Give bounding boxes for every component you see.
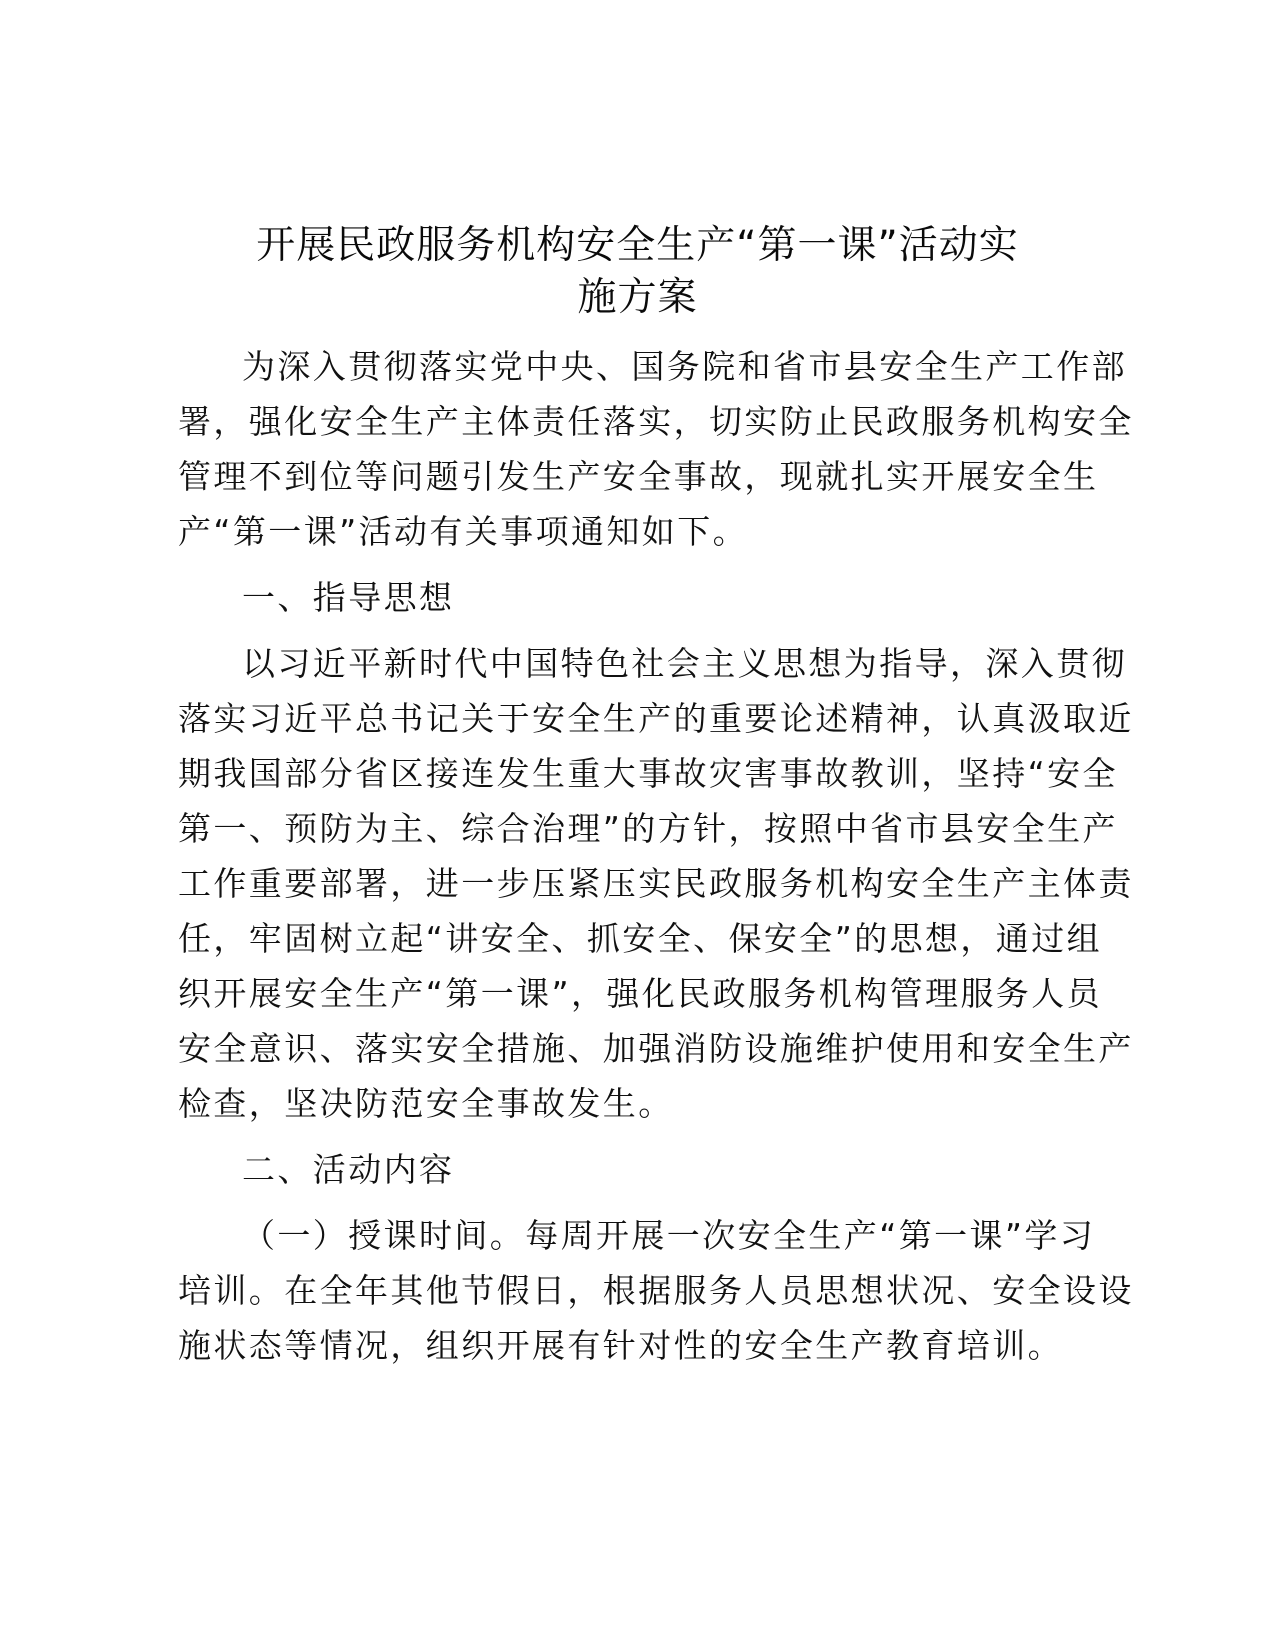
guiding-paragraph-line: 期我国部分省区接连发生重大事故灾害事故教训，坚持“安全 xyxy=(178,754,1118,793)
guiding-paragraph-line: 织开展安全生产“第一课”，强化民政服务机构管理服务人员 xyxy=(178,974,1102,1013)
section-heading-guiding-ideology: 一、指导思想 xyxy=(242,578,455,617)
document-title-line-2: 施方案 xyxy=(577,275,698,320)
intro-paragraph-line: 管理不到位等问题引发生产安全事故，现就扎实开展安全生 xyxy=(178,457,1099,496)
subsection-paragraph-line: 施状态等情况，组织开展有针对性的安全生产教育培训。 xyxy=(178,1326,1063,1365)
guiding-paragraph-line: 工作重要部署，进一步压紧压实民政服务机构安全生产主体责 xyxy=(178,864,1134,903)
intro-paragraph-line: 为深入贯彻落实党中央、国务院和省市县安全生产工作部 xyxy=(242,347,1127,386)
guiding-paragraph-line: 以习近平新时代中国特色社会主义思想为指导，深入贯彻 xyxy=(242,644,1127,683)
subsection-paragraph-line: 培训。在全年其他节假日，根据服务人员思想状况、安全设设 xyxy=(178,1271,1134,1310)
guiding-paragraph-line: 第一、预防为主、综合治理”的方针，按照中省市县安全生产 xyxy=(178,809,1118,848)
document-title-line-1: 开展民政服务机构安全生产“第一课”活动实 xyxy=(256,223,1019,268)
guiding-paragraph-line: 检查，坚决防范安全事故发生。 xyxy=(178,1084,674,1123)
guiding-paragraph-line: 任，牢固树立起“讲安全、抓安全、保安全”的思想，通过组 xyxy=(178,919,1102,958)
section-heading-activity-content: 二、活动内容 xyxy=(242,1150,455,1189)
intro-paragraph-line: 产“第一课”活动有关事项通知如下。 xyxy=(178,512,748,551)
intro-paragraph-line: 署，强化安全生产主体责任落实，切实防止民政服务机构安全 xyxy=(178,402,1134,441)
guiding-paragraph-line: 落实习近平总书记关于安全生产的重要论述精神，认真汲取近 xyxy=(178,699,1134,738)
subsection-paragraph-line: （一）授课时间。每周开展一次安全生产“第一课”学习 xyxy=(242,1216,1096,1255)
guiding-paragraph-line: 安全意识、落实安全措施、加强消防设施维护使用和安全生产 xyxy=(178,1029,1134,1068)
